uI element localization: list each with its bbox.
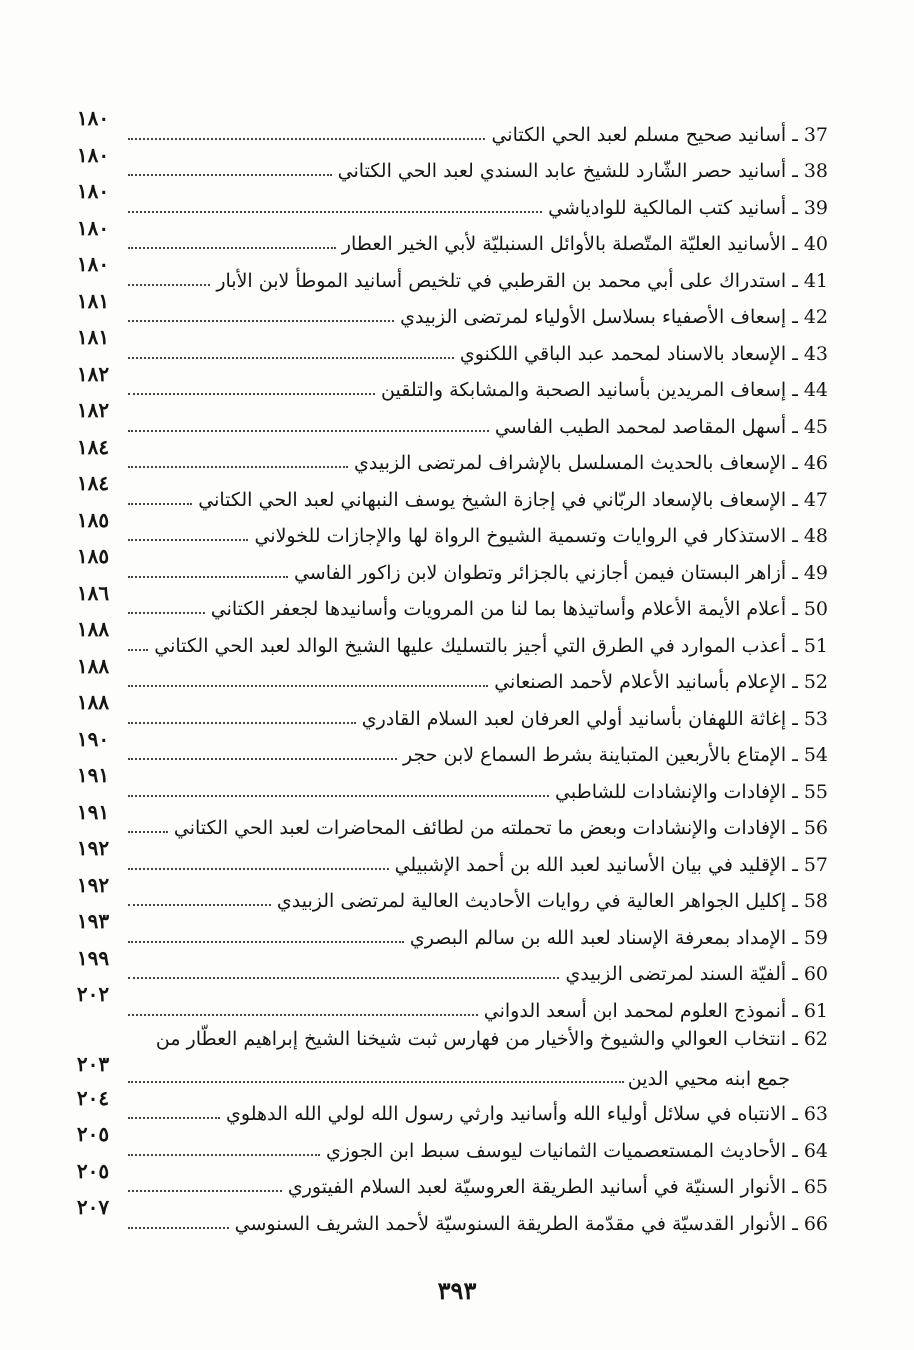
entry-page: ٢٠٢ xyxy=(76,982,110,1006)
toc-entry xyxy=(58,763,828,804)
entry-title: 41 ـ استدراك على أبي محمد بن القرطبي في تلخيص أسانيد الموطأ لابن الأبار xyxy=(216,269,828,292)
entry-title: 45 ـ أسهل المقاصد لمحمد الطيب الفاسي xyxy=(494,415,828,438)
entry-title-continuation: جمع ابنه محيي الدين xyxy=(627,1067,790,1090)
entry-page: ١٩٢ xyxy=(76,872,110,897)
toc-entry xyxy=(58,945,828,987)
entry-page: ١٨٠ xyxy=(76,252,110,276)
entry-page: ١٩٠ xyxy=(76,726,110,751)
entry-title: 43 ـ الإسعاد بالاسناد لمحمد عبد الباقي اللكنوي xyxy=(459,342,828,365)
leader-dots xyxy=(128,1117,220,1119)
toc-entry xyxy=(58,544,828,585)
entry-page: ١٩١ xyxy=(76,763,110,787)
entry-page: ١٩٩ xyxy=(76,945,110,970)
entry-title: 54 ـ الإمتاع بالأربعين المتباينة بشرط السماع لابن حجر xyxy=(403,744,828,767)
entry-page: ١٩١ xyxy=(76,799,110,824)
entry-title: 46 ـ الإسعاف بالحديث المسلسل بالإشراف لمرتضى الزبيدي xyxy=(354,452,828,475)
toc-list xyxy=(58,106,828,1023)
entry-page: ١٨٨ xyxy=(76,690,110,714)
entry-title: 65 ـ الأنوار السنيّة في أسانيد الطريقة العروسيّة لعبد السلام الفيتوري xyxy=(287,1176,828,1199)
toc-entry xyxy=(58,471,828,512)
leader-dots xyxy=(128,685,488,687)
toc-entry xyxy=(58,325,828,366)
leader-dots xyxy=(128,393,375,395)
entry-title: 38 ـ أسانيد حصر الشّارد للشيخ عابد السندي لعبد الحي الكتاني xyxy=(337,160,828,183)
entry-title: 37 ـ أسانيد صحيح مسلم لعبد الحي الكتاني xyxy=(491,123,828,146)
entry-page: ٢٠٣ xyxy=(76,1051,110,1076)
leader-dots xyxy=(128,503,192,505)
leader-dots xyxy=(128,1227,229,1229)
leader-dots xyxy=(128,211,542,213)
toc-entry xyxy=(58,361,828,403)
toc-entry xyxy=(58,836,828,877)
leader-dots xyxy=(128,722,356,724)
leader-dots xyxy=(128,1154,320,1156)
entry-title: 44 ـ إسعاف المريدين بأسانيد الصحبة والمشابكة والتلقين xyxy=(381,379,828,402)
entry-page: ٢٠٥ xyxy=(76,1122,110,1147)
leader-dots xyxy=(128,868,389,870)
entry-title: 40 ـ الأسانيد العليّة المتّصلة بالأوائل السنبليّة لأبي الخير العطار xyxy=(341,233,828,256)
entry-page: ١٨٠ xyxy=(76,142,110,167)
entry-page: ٢٠٥ xyxy=(76,1158,110,1183)
entry-page: ١٨٠ xyxy=(76,215,110,240)
toc-entry xyxy=(58,909,828,950)
toc-entry xyxy=(58,799,828,841)
entry-title: 57 ـ الإقليد في بيان الأسانيد لعبد الله بن أحمد الإشبيلي xyxy=(394,853,828,876)
entry-page: ١٩٢ xyxy=(76,836,110,860)
entry-title: 60 ـ ألفيّة السند لمرتضى الزبيدي xyxy=(565,963,828,986)
leader-dots xyxy=(128,612,205,614)
leader-dots xyxy=(128,649,148,651)
entry-page: ١٨١ xyxy=(76,325,110,349)
leader-dots xyxy=(128,174,332,176)
entry-page: ١٨٥ xyxy=(76,544,110,568)
toc-entry xyxy=(58,617,828,658)
entry-title: 64 ـ الأحاديث المستعصميات الثمانيات ليوسف سبط ابن الجوزي xyxy=(325,1139,828,1162)
toc-entry-62 xyxy=(58,1023,828,1056)
entry-title: 53 ـ إغاثة اللهفان بأسانيد أولي العرفان لعبد السلام القادري xyxy=(361,707,828,730)
entry-page: ٢٠٤ xyxy=(76,1085,110,1110)
entry-title: 50 ـ أعلام الأيمة الأعلام وأساتيذها بما لنا من المرويات وأسانيدها لجعفر الكتاني xyxy=(210,598,828,621)
entry-page: ١٨٢ xyxy=(76,361,110,386)
leader-dots xyxy=(128,904,271,906)
entry-page: ١٩٣ xyxy=(76,909,110,933)
leader-dots xyxy=(128,941,404,943)
leader-dots xyxy=(128,1014,478,1016)
entry-title: 42 ـ إسعاف الأصفياء بسلاسل الأولياء لمرتضى الزبيدي xyxy=(400,306,828,329)
entry-page: ١٨١ xyxy=(76,288,110,313)
leader-dots xyxy=(128,247,336,249)
leader-dots xyxy=(128,1190,282,1192)
toc-entry xyxy=(58,872,828,914)
toc-entry xyxy=(58,434,828,476)
entry-page: ١٨٦ xyxy=(76,580,110,605)
toc-entry-62-continuation xyxy=(58,1051,828,1090)
entry-title: 59 ـ الإمداد بمعرفة الإسناد لعبد الله بن سالم البصري xyxy=(409,926,828,949)
toc-entry xyxy=(58,690,828,731)
toc-entry xyxy=(58,288,828,330)
entry-title: 39 ـ أسانيد كتب المالكية للوادياشي xyxy=(548,196,828,219)
toc-entry xyxy=(58,1122,828,1163)
page-number: ٣٩٣ xyxy=(437,1276,477,1305)
leader-dots xyxy=(128,320,394,322)
toc-entry xyxy=(58,252,828,293)
toc-entry xyxy=(58,215,828,257)
toc-entry xyxy=(58,142,828,184)
entry-title: 49 ـ أزاهر البستان فيمن أجازني بالجزائر وتطوان لابن زاكور الفاسي xyxy=(293,561,828,584)
entry-page: ١٨٢ xyxy=(76,398,110,422)
leader-dots xyxy=(128,977,559,979)
leader-dots xyxy=(128,831,168,833)
entry-title: 61 ـ أنموذج العلوم لمحمد ابن أسعد الدواني xyxy=(483,999,828,1022)
leader-dots xyxy=(128,576,288,578)
entry-title: 63 ـ الانتباه في سلائل أولياء الله وأسانيد وارثي رسول الله لولي الله الدهلوي xyxy=(226,1103,828,1126)
toc-entry xyxy=(58,179,828,220)
entry-title: 58 ـ إكليل الجواهر العالية في روايات الأحاديث العالية لمرتضى الزبيدي xyxy=(276,890,828,913)
entry-title: 55 ـ الإفادات والإنشادات للشاطبي xyxy=(555,780,828,803)
leader-dots xyxy=(128,138,485,140)
entry-page: ١٨٤ xyxy=(76,471,110,495)
leader-dots xyxy=(128,357,454,359)
toc-entry xyxy=(58,1158,828,1200)
entry-title: 56 ـ الإفادات والإنشادات وبعض ما تحملته من لطائف المحاضرات لعبد الحي الكتاني xyxy=(173,817,828,840)
leader-dots xyxy=(128,758,397,760)
toc-entry xyxy=(58,1085,828,1127)
leader-dots xyxy=(128,430,489,432)
toc-entry xyxy=(58,507,828,549)
leader-dots xyxy=(128,795,549,797)
leader-dots xyxy=(128,1081,624,1083)
entry-page: ١٨٨ xyxy=(76,617,110,641)
entry-page: ١٨٥ xyxy=(76,507,110,532)
leader-dots xyxy=(128,284,210,286)
entry-page: ٢٠٧ xyxy=(76,1195,110,1220)
table-of-contents xyxy=(58,106,828,1236)
toc-entry xyxy=(58,106,828,147)
toc-entry xyxy=(58,726,828,768)
entry-page: ١٨٠ xyxy=(76,179,110,203)
toc-list xyxy=(58,1085,828,1236)
entry-page: ١٨٠ xyxy=(76,106,110,130)
entry-title: 66 ـ الأنوار القدسيّة في مقدّمة الطريقة السنوسيّة لأحمد الشريف السنوسي xyxy=(234,1212,828,1235)
entry-title: 47 ـ الإسعاف بالإسعاد الربّاني في إجازة الشيخ يوسف النبهاني لعبد الحي الكتاني xyxy=(198,488,828,511)
entry-title: 62 ـ انتخاب العوالي والشيوخ والأخيار من فهارس ثبت شيخنا الشيخ إبراهيم العطّار من xyxy=(155,1027,828,1050)
toc-entry xyxy=(58,1195,828,1236)
leader-dots xyxy=(128,466,348,468)
entry-title: 52 ـ الإعلام بأسانيد الأعلام لأحمد الصنعاني xyxy=(494,671,828,694)
toc-entry xyxy=(58,653,828,695)
entry-page: ١٨٨ xyxy=(76,653,110,678)
toc-entry xyxy=(58,580,828,622)
toc-entry xyxy=(58,982,828,1023)
leader-dots xyxy=(128,539,248,541)
entry-title: 48 ـ الاستذكار في الروايات وتسمية الشيوخ الرواة لها والإجازات للخولاني xyxy=(254,525,828,548)
entry-title: 51 ـ أعذب الموارد في الطرق التي أجيز بالتسليك عليها الشيخ الوالد لعبد الحي الكتاني xyxy=(154,634,828,657)
entry-page: ١٨٤ xyxy=(76,434,110,459)
toc-entry xyxy=(58,398,828,439)
